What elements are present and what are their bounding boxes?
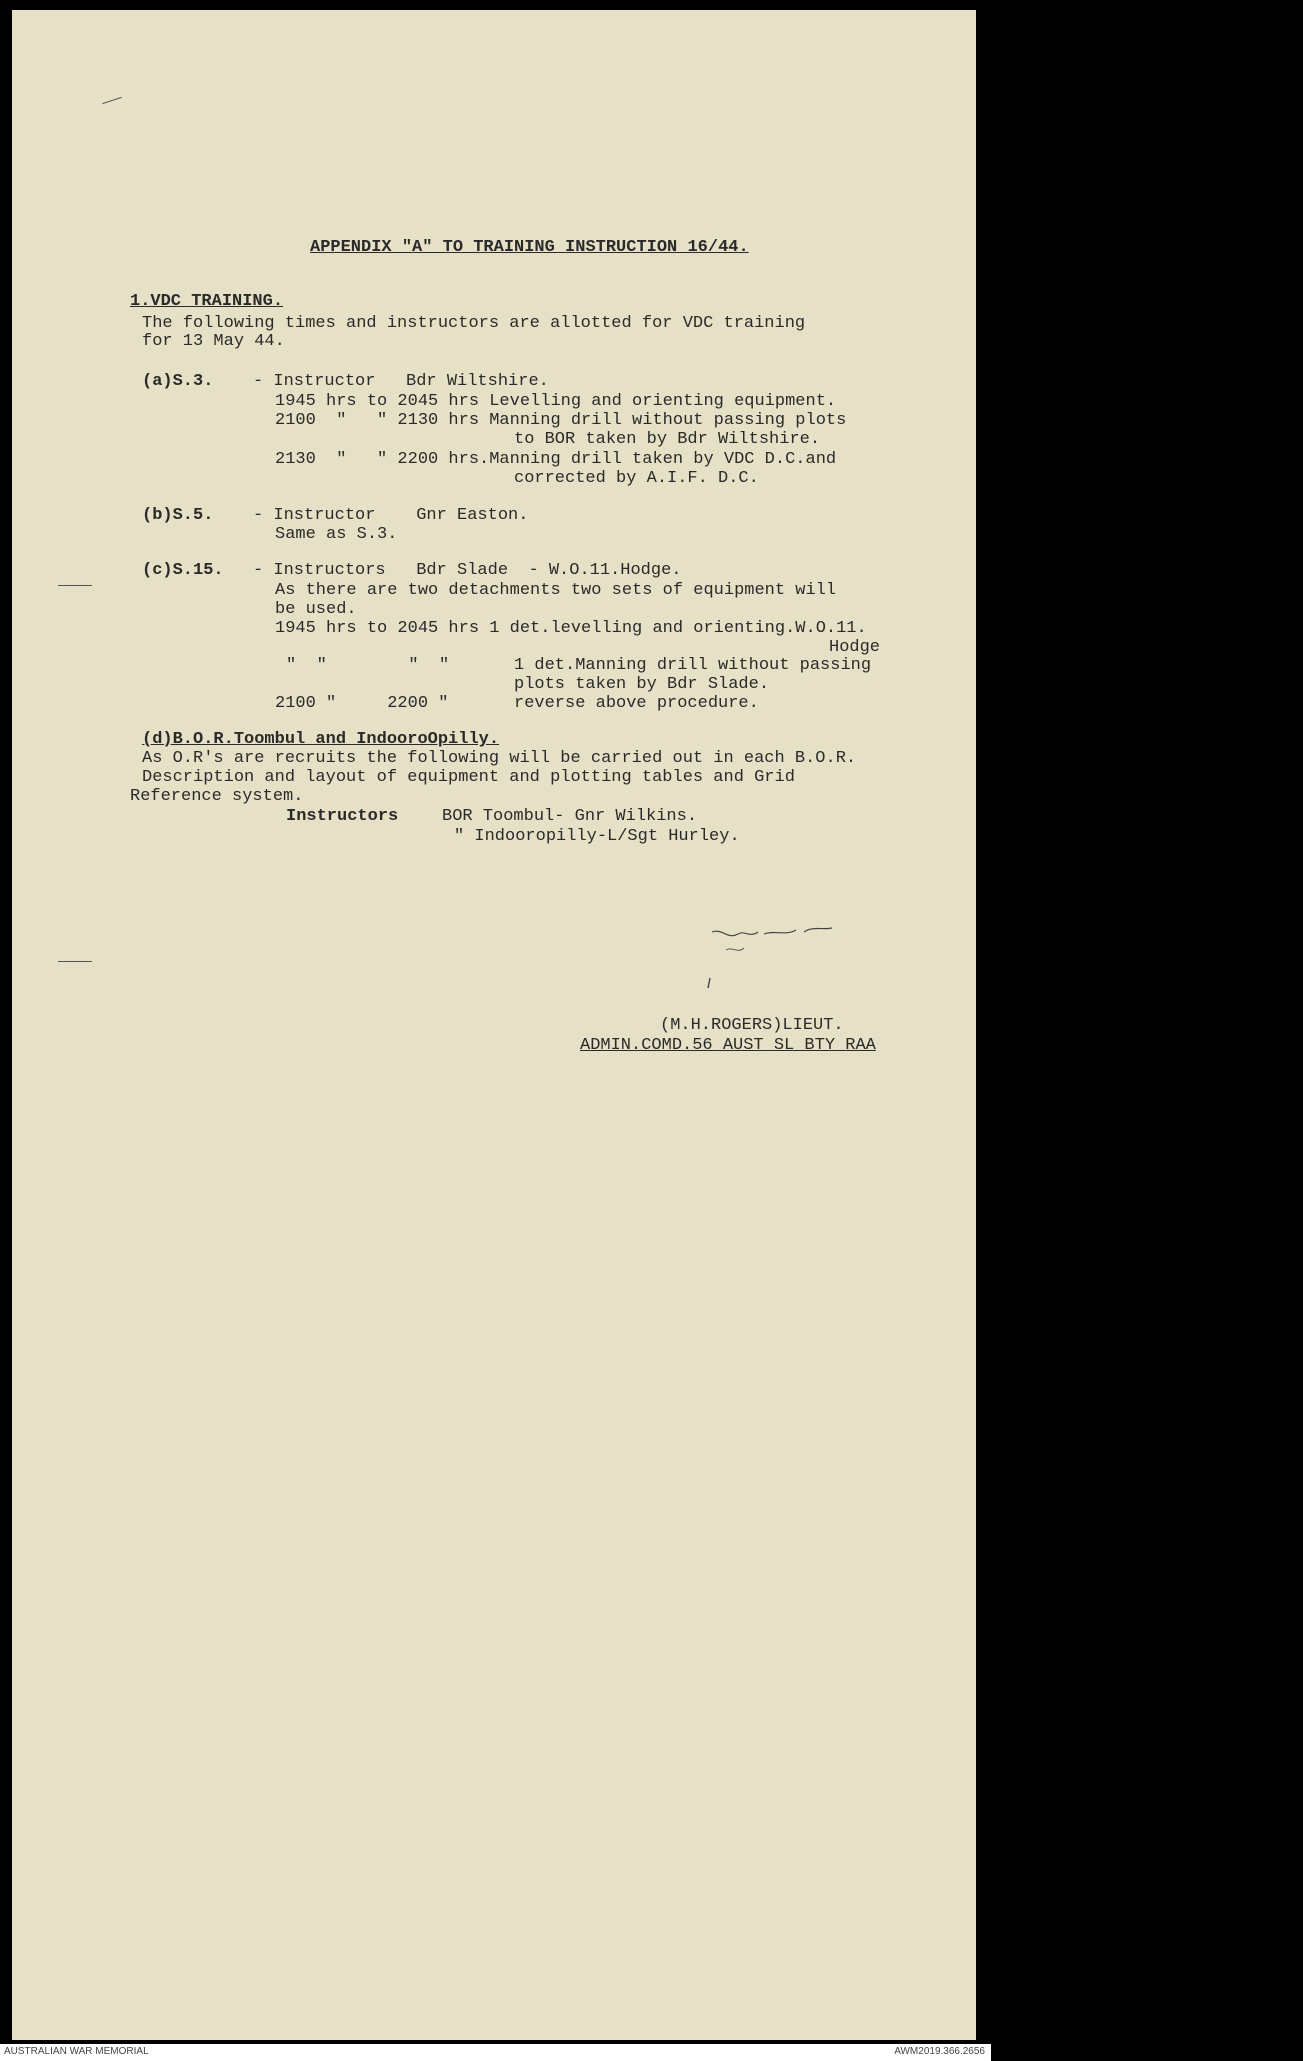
footer-source: AUSTRALIAN WAR MEMORIAL <box>4 2046 149 2057</box>
intro-line: The following times and instructors are allotted for VDC training <box>142 314 806 333</box>
footer-id: AWM2019.366.2656 <box>894 2046 985 2057</box>
margin-mark <box>58 585 92 586</box>
item-a-line: to BOR taken by Bdr Wiltshire. <box>514 430 821 449</box>
item-c-line: As there are two detachments two sets of equipment will <box>275 581 837 600</box>
item-c-line: plots taken by Bdr Slade. <box>514 675 770 694</box>
document-heading: APPENDIX "A" TO TRAINING INSTRUCTION 16/44. <box>310 238 749 257</box>
footer-bar <box>0 2044 991 2061</box>
item-c-line: 1 det.Manning drill without passing <box>514 656 872 675</box>
item-b-label: (b)S.5. <box>142 506 214 525</box>
item-a-line: 2130 " " 2200 hrs.Manning drill taken by VDC D.C.and <box>275 450 837 469</box>
item-b-line: Same as S.3. <box>275 525 398 544</box>
item-b-instructor: - Instructor Gnr Easton. <box>253 506 529 525</box>
item-c-ditto: " " " " <box>286 656 450 675</box>
item-c-instructor: - Instructors Bdr Slade - W.O.11.Hodge. <box>253 561 682 580</box>
signatory-name: (M.H.ROGERS)LIEUT. <box>660 1016 844 1035</box>
item-c-line: be used. <box>275 600 357 619</box>
item-c-line: reverse above procedure. <box>514 694 759 713</box>
item-a-line: corrected by A.I.F. D.C. <box>514 469 759 488</box>
signatory-title: ADMIN.COMD.56 AUST SL BTY RAA <box>580 1036 876 1055</box>
item-d-title: (d)B.O.R.Toombul and IndooroOpilly. <box>142 730 500 749</box>
document-page <box>12 10 976 2040</box>
item-c-line: 1945 hrs to 2045 hrs 1 det.levelling and orienting.W.O.11. <box>275 619 867 638</box>
margin-mark <box>102 97 121 104</box>
item-d-line: As O.R's are recruits the following will be carried out in each B.O.R. <box>142 749 857 768</box>
item-a-instructor: - Instructor Bdr Wiltshire. <box>253 372 549 391</box>
item-c-label: (c)S.15. <box>142 561 224 580</box>
signature-scribble <box>692 910 862 1000</box>
item-a-line: 2100 " " 2130 hrs Manning drill without passing plots <box>275 411 847 430</box>
item-d-instructor: BOR Toombul- Gnr Wilkins. <box>442 807 698 826</box>
item-d-line: Description and layout of equipment and plotting tables and Grid <box>142 768 795 787</box>
item-d-line: Reference system. <box>130 787 304 806</box>
item-d-instructor: " Indooropilly-L/Sgt Hurley. <box>454 827 740 846</box>
item-a-label: (a)S.3. <box>142 372 214 391</box>
item-a-line: 1945 hrs to 2045 hrs Levelling and orienting equipment. <box>275 392 837 411</box>
item-c-times: 2100 " 2200 " <box>275 694 449 713</box>
section-title: 1.VDC TRAINING. <box>130 292 284 311</box>
intro-line: for 13 May 44. <box>142 332 285 351</box>
item-c-line: Hodge <box>829 638 881 657</box>
margin-mark <box>58 961 92 962</box>
item-d-instructors-label: Instructors <box>286 807 399 826</box>
